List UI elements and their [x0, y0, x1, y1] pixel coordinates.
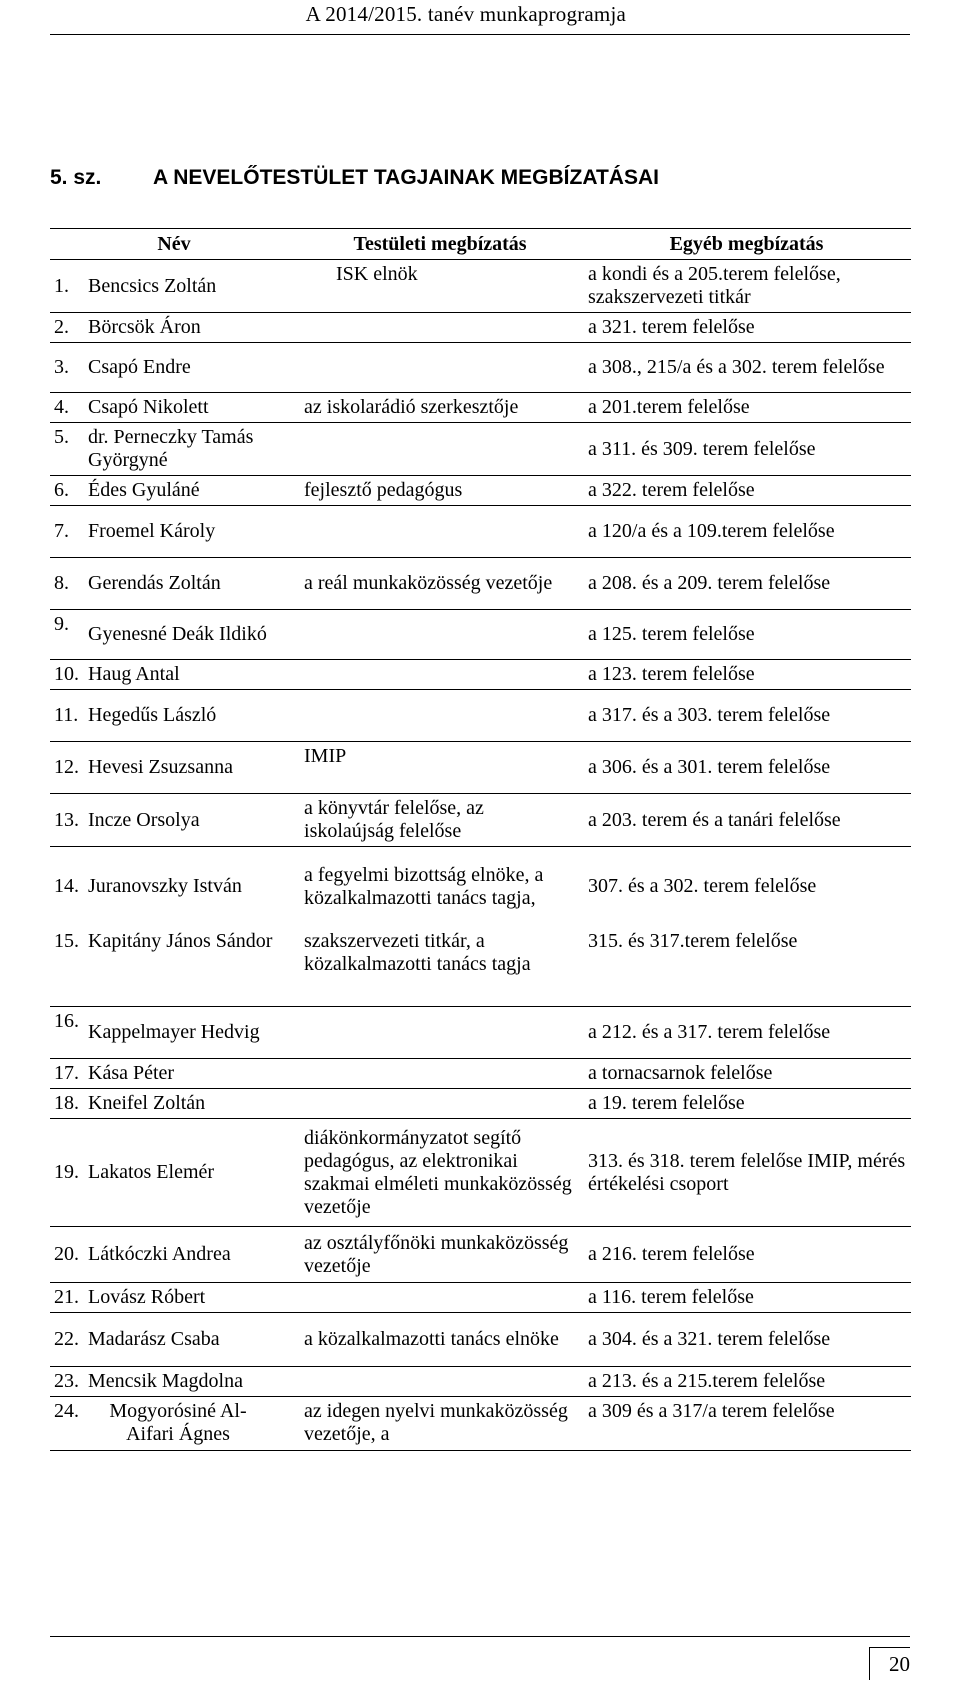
row-number: 24.: [50, 1397, 88, 1451]
other-assignment: a 311. és 309. terem felelőse: [582, 423, 911, 476]
board-assignment: a könyvtár felelőse, az iskolaújság felelőse: [298, 794, 582, 847]
member-name: Incze Orsolya: [88, 794, 298, 847]
section-heading: [50, 166, 659, 190]
board-assignment: [298, 313, 582, 343]
member-name: Froemel Károly: [88, 506, 298, 558]
board-assignment: ISK elnök: [298, 260, 582, 313]
member-name: dr. Perneczky Tamás Györgyné: [88, 423, 298, 476]
table-row: [50, 393, 911, 423]
other-assignment: a kondi és a 205.terem felelőse, szakszervezeti titkár: [582, 260, 911, 313]
board-assignment: [298, 1007, 582, 1059]
member-name: Gerendás Zoltán: [88, 558, 298, 610]
table-row: [50, 1367, 911, 1397]
board-assignment: [298, 660, 582, 690]
board-assignment: [298, 690, 582, 742]
row-number: 15.: [50, 927, 88, 1007]
header-rule: [50, 34, 910, 35]
other-assignment: 315. és 317.terem felelőse: [582, 927, 911, 1007]
column-header-board-assignment: Testületi megbízatás: [298, 229, 582, 260]
board-assignment: a fegyelmi bizottság elnöke, a közalkalmazotti tanács tagja,: [298, 847, 582, 927]
footer-rule: [50, 1636, 910, 1637]
other-assignment: a 19. terem felelőse: [582, 1089, 911, 1119]
table-row: [50, 847, 911, 927]
page-number: 20: [869, 1647, 910, 1680]
board-assignment: [298, 1283, 582, 1313]
row-number: 10.: [50, 660, 88, 690]
table-row: [50, 423, 911, 476]
table-row: [50, 742, 911, 794]
member-name: Csapó Nikolett: [88, 393, 298, 423]
board-assignment: [298, 1367, 582, 1397]
other-assignment: a 120/a és a 109.terem felelőse: [582, 506, 911, 558]
table-row: [50, 260, 911, 313]
table-row: [50, 476, 911, 506]
row-number: 17.: [50, 1059, 88, 1089]
board-assignment: IMIP: [298, 742, 582, 794]
other-assignment: a 216. terem felelőse: [582, 1227, 911, 1283]
member-name: Hegedűs László: [88, 690, 298, 742]
member-name: Édes Gyuláné: [88, 476, 298, 506]
row-number: 21.: [50, 1283, 88, 1313]
member-name: Madarász Csaba: [88, 1313, 298, 1367]
member-name: Kapitány János Sándor: [88, 927, 298, 1007]
member-name: Lakatos Elemér: [88, 1119, 298, 1227]
board-assignment: [298, 1059, 582, 1089]
member-name: Börcsök Áron: [88, 313, 298, 343]
board-assignment: [298, 423, 582, 476]
table-row: [50, 558, 911, 610]
board-assignment: fejlesztő pedagógus: [298, 476, 582, 506]
row-number: 7.: [50, 506, 88, 558]
table-row: [50, 1059, 911, 1089]
row-number: 18.: [50, 1089, 88, 1119]
member-name: Mogyorósiné Al-Aifari Ágnes: [88, 1397, 298, 1451]
section-title: A NEVELŐTESTÜLET TAGJAINAK MEGBÍZATÁSAI: [153, 166, 659, 189]
board-assignment: diákönkormányzatot segítő pedagógus, az elektronikai szakmai elméleti munkaközösség vezetője: [298, 1119, 582, 1227]
table-header-row: [50, 229, 911, 260]
other-assignment: a tornacsarnok felelőse: [582, 1059, 911, 1089]
member-name: Juranovszky István: [88, 847, 298, 927]
table-row: [50, 1283, 911, 1313]
table-row: [50, 1007, 911, 1059]
table-row: [50, 610, 911, 660]
other-assignment: 307. és a 302. terem felelőse: [582, 847, 911, 927]
other-assignment: a 123. terem felelőse: [582, 660, 911, 690]
other-assignment: a 116. terem felelőse: [582, 1283, 911, 1313]
other-assignment: 313. és 318. terem felelőse IMIP, mérés értékelési csoport: [582, 1119, 911, 1227]
column-header-other-assignment: Egyéb megbízatás: [582, 229, 911, 260]
table-row: [50, 1313, 911, 1367]
row-number: 5.: [50, 423, 88, 476]
row-number: 6.: [50, 476, 88, 506]
member-name: Haug Antal: [88, 660, 298, 690]
row-number: 12.: [50, 742, 88, 794]
other-assignment: a 322. terem felelőse: [582, 476, 911, 506]
other-assignment: a 201.terem felelőse: [582, 393, 911, 423]
column-header-name: Név: [50, 229, 298, 260]
member-name: Látkóczki Andrea: [88, 1227, 298, 1283]
table-row: [50, 343, 911, 393]
row-number: 1.: [50, 260, 88, 313]
board-assignment: [298, 610, 582, 660]
board-assignment: [298, 1089, 582, 1119]
other-assignment: a 306. és a 301. terem felelőse: [582, 742, 911, 794]
row-number: 11.: [50, 690, 88, 742]
table-row: [50, 1227, 911, 1283]
other-assignment: a 309 és a 317/a terem felelőse: [582, 1397, 911, 1451]
member-name: Csapó Endre: [88, 343, 298, 393]
page-header-title: A 2014/2015. tanév munkaprogramja: [305, 2, 626, 26]
other-assignment: a 212. és a 317. terem felelőse: [582, 1007, 911, 1059]
board-assignment: az osztályfőnöki munkaközösség vezetője: [298, 1227, 582, 1283]
table-row: [50, 1397, 911, 1451]
table-row: [50, 313, 911, 343]
row-number: 16.: [50, 1007, 88, 1059]
row-number: 4.: [50, 393, 88, 423]
row-number: 3.: [50, 343, 88, 393]
other-assignment: a 321. terem felelőse: [582, 313, 911, 343]
member-name: Kneifel Zoltán: [88, 1089, 298, 1119]
table-row: [50, 1119, 911, 1227]
other-assignment: a 317. és a 303. terem felelőse: [582, 690, 911, 742]
board-assignment: a reál munkaközösség vezetője: [298, 558, 582, 610]
board-assignment: az iskolarádió szerkesztője: [298, 393, 582, 423]
row-number: 9.: [50, 610, 88, 660]
member-name: Hevesi Zsuzsanna: [88, 742, 298, 794]
row-number: 2.: [50, 313, 88, 343]
board-assignment: az idegen nyelvi munkaközösség vezetője, a: [298, 1397, 582, 1451]
table-row: [50, 794, 911, 847]
table-row: [50, 660, 911, 690]
row-number: 23.: [50, 1367, 88, 1397]
board-assignment: [298, 506, 582, 558]
row-number: 19.: [50, 1119, 88, 1227]
member-name: Bencsics Zoltán: [88, 260, 298, 313]
board-assignment: szakszervezeti titkár, a közalkalmazotti tanács tagja: [298, 927, 582, 1007]
other-assignment: a 304. és a 321. terem felelőse: [582, 1313, 911, 1367]
row-number: 13.: [50, 794, 88, 847]
other-assignment: a 203. terem és a tanári felelőse: [582, 794, 911, 847]
row-number: 22.: [50, 1313, 88, 1367]
table-row: [50, 1089, 911, 1119]
other-assignment: a 125. terem felelőse: [582, 610, 911, 660]
board-assignment: [298, 343, 582, 393]
table-row: [50, 506, 911, 558]
row-number: 14.: [50, 847, 88, 927]
member-name: Lovász Róbert: [88, 1283, 298, 1313]
other-assignment: a 213. és a 215.terem felelőse: [582, 1367, 911, 1397]
table-row: [50, 690, 911, 742]
member-name: Mencsik Magdolna: [88, 1367, 298, 1397]
member-name: Kása Péter: [88, 1059, 298, 1089]
other-assignment: a 308., 215/a és a 302. terem felelőse: [582, 343, 911, 393]
other-assignment: a 208. és a 209. terem felelőse: [582, 558, 911, 610]
section-number: 5. sz.: [50, 166, 102, 189]
member-name: Kappelmayer Hedvig: [88, 1007, 298, 1059]
row-number: 20.: [50, 1227, 88, 1283]
table-row: [50, 927, 911, 1007]
member-name: Gyenesné Deák Ildikó: [88, 610, 298, 660]
row-number: 8.: [50, 558, 88, 610]
assignments-table: [50, 228, 911, 1451]
board-assignment: a közalkalmazotti tanács elnöke: [298, 1313, 582, 1367]
